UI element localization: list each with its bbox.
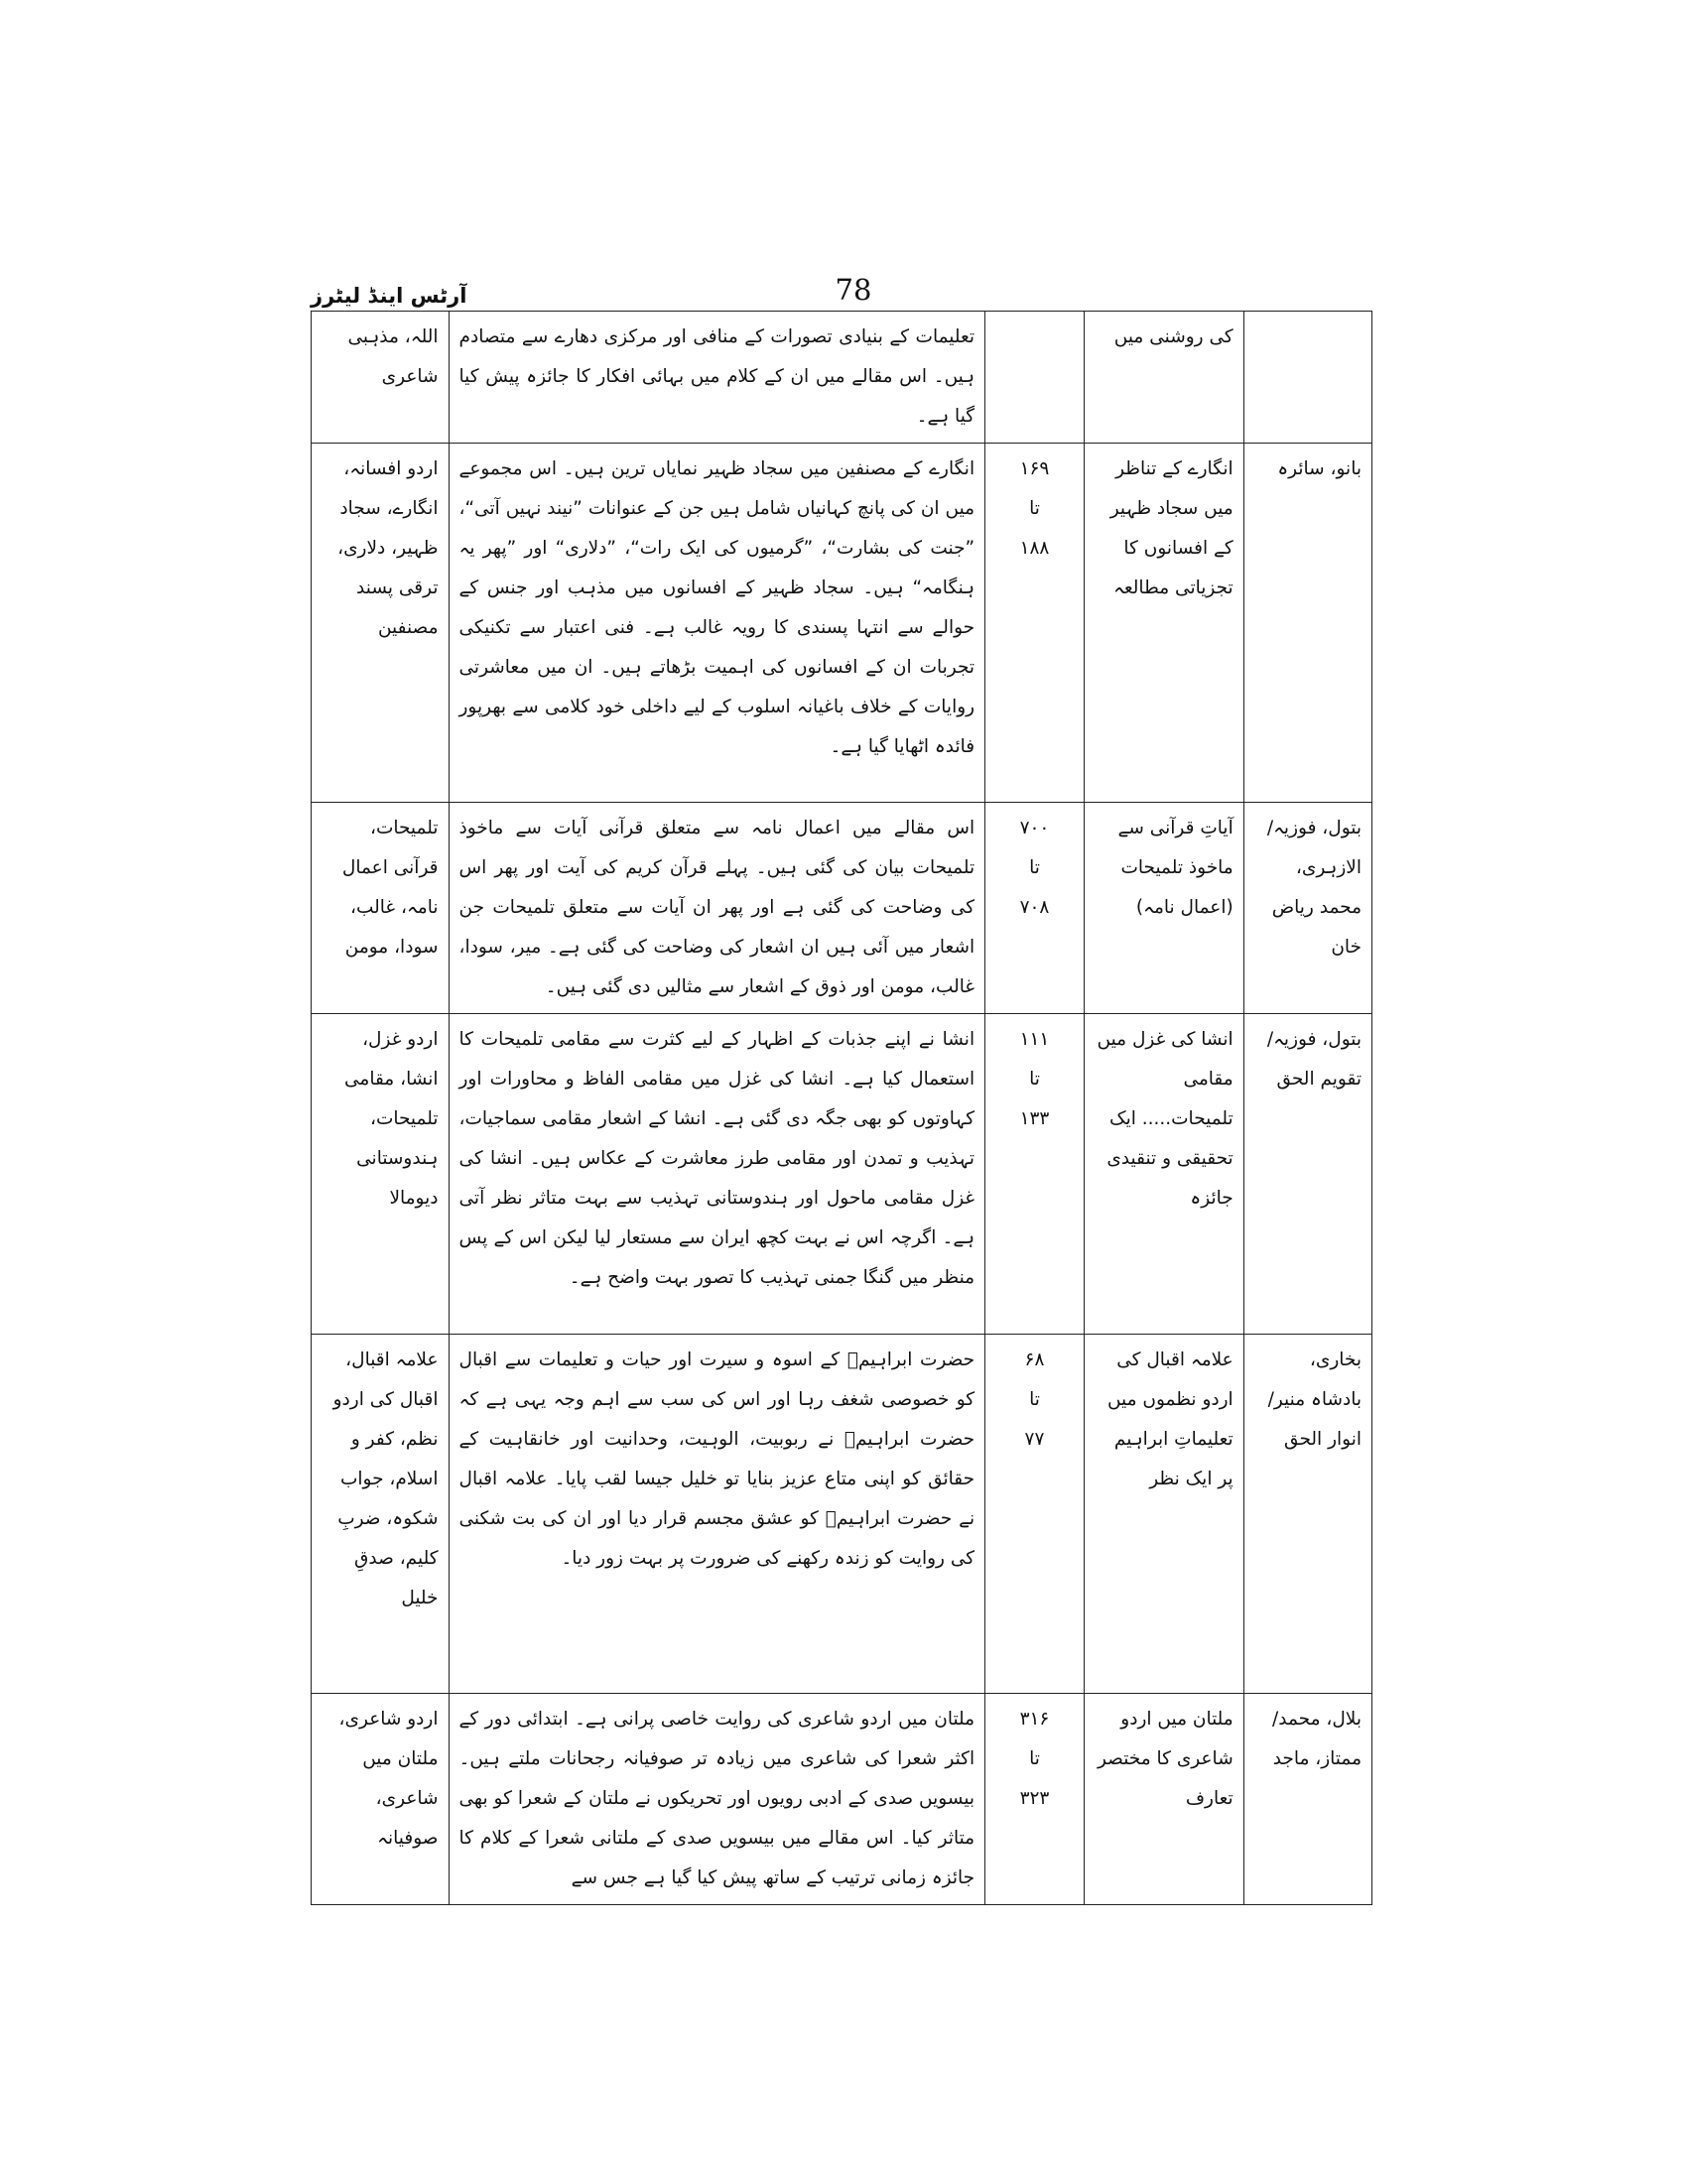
- pages-cell: [985, 444, 1085, 803]
- table-row: [312, 1694, 1372, 1905]
- abstract-cell: حضرت ابراہیمؑ کے اسوہ و سیرت اور حیات و تعلیمات سے اقبال کو خصوصی شغف رہا اور اس کی سب سے اہم وجہ یہی ہے کہ حضرت ابراہیمؑ نے ربوبیت، الوہیت، وحدانیت اور خانقاہیت کے حقائق کو اپنی متاع عزیز بنایا تو خلیل جیسا لقب پایا۔ علامہ اقبال نے حضرت ابراہیمؑ کو عشق مجسم قرار دیا اور ان کی بت شکنی کی روایت کو زندہ رکھنے کی ضرورت پر بہت زور دیا۔: [449, 1335, 985, 1694]
- page-start: ۱۱۱: [1019, 1029, 1050, 1050]
- bibliography-table: [311, 311, 1372, 1905]
- pages-cell: [985, 803, 1085, 1014]
- page-number: 78: [835, 273, 872, 307]
- author-cell: [1243, 312, 1371, 444]
- table-row: [312, 444, 1372, 803]
- pages-cell: [985, 1335, 1085, 1694]
- pages-cell: [985, 1014, 1085, 1335]
- author-cell: بلال، محمد/ ممتاز، ماجد: [1243, 1694, 1371, 1905]
- author-cell: بتول، فوزیہ/ الازہری، محمد ریاض خان: [1243, 803, 1371, 1014]
- keywords-cell: اردو غزل، انشا، مقامی تلمیحات، ہندوستانی دیومالا: [312, 1014, 450, 1335]
- abstract-cell: انشا نے اپنے جذبات کے اظہار کے لیے کثرت سے مقامی تلمیحات کا استعمال کیا ہے۔ انشا کی غزل میں مقامی الفاظ و محاورات اور کہاوتوں کو بھی جگہ دی گئی ہے۔ انشا کے اشعار مقامی سماجیات، تہذیب و تمدن اور مقامی طرز معاشرت کے عکاس ہیں۔ انشا کی غزل مقامی ماحول اور ہندوستانی تہذیب سے بہت متاثر نظر آتی ہے۔ اگرچہ اس نے بہت کچھ ایران سے مستعار لیا لیکن اس کے پس منظر میں گنگا جمنی تہذیب کا تصور بہت واضح ہے۔: [449, 1014, 985, 1335]
- abstract-cell: ملتان میں اردو شاعری کی روایت خاصی پرانی ہے۔ ابتدائی دور کے اکثر شعرا کی شاعری میں زیادہ تر صوفیانہ رجحانات ملتے ہیں۔ بیسویں صدی کے ادبی رویوں اور تحریکوں نے ملتان کے شعرا کو بھی متاثر کیا۔ اس مقالے میں بیسویں صدی کے ملتانی شعرا کے کلام کا جائزہ زمانی ترتیب کے ساتھ پیش کیا گیا ہے جس سے: [449, 1694, 985, 1905]
- table-row: [312, 312, 1372, 444]
- page-end: ۷۷: [1024, 1429, 1045, 1450]
- keywords-cell: اردو افسانہ، انگارے، سجاد ظہیر، دلاری، ترقی پسند مصنفین: [312, 444, 450, 803]
- page-start: ۱۶۹: [1019, 458, 1050, 479]
- title-cell: ملتان میں اردو شاعری کا مختصر تعارف: [1084, 1694, 1243, 1905]
- table-row: [312, 1335, 1372, 1694]
- pages-cell: [985, 1694, 1085, 1905]
- page-to: تا: [1029, 1389, 1040, 1410]
- title-cell: انشا کی غزل میں مقامی تلمیحات..... ایک تحقیقی و تنقیدی جائزہ: [1084, 1014, 1243, 1335]
- table-row: [312, 1014, 1372, 1335]
- page-end: ۳۲۳: [1019, 1788, 1050, 1809]
- title-cell: آیاتِ قرآنی سے ماخوذ تلمیحات (اعمال نامہ): [1084, 803, 1243, 1014]
- page-end: ۱۳۳: [1019, 1108, 1050, 1129]
- abstract-cell: انگارے کے مصنفین میں سجاد ظہیر نمایاں ترین ہیں۔ اس مجموعے میں ان کی پانچ کہانیاں شامل ہیں جن کے عنوانات ”نیند نہیں آتی“، ”جنت کی بشارت“، ”گرمیوں کی ایک رات“، ”دلاری“ اور ”پھر یہ ہنگامہ“ ہیں۔ سجاد ظہیر کے افسانوں میں مذہب اور جنس کے حوالے سے انتہا پسندی کا رویہ غالب ہے۔ فنی اعتبار سے تکنیکی تجربات ان کے افسانوں کی اہمیت بڑھاتے ہیں۔ ان میں معاشرتی روایات کے خلاف باغیانہ اسلوب کے لیے داخلی خود کلامی سے بھرپور فائدہ اٹھایا گیا ہے۔: [449, 444, 985, 803]
- page-to: تا: [1029, 1748, 1040, 1769]
- title-cell: علامہ اقبال کی اردو نظموں میں تعلیماتِ ابراہیم پر ایک نظر: [1084, 1335, 1243, 1694]
- page-end: ۷۰۸: [1019, 897, 1050, 918]
- page-end: ۱۸۸: [1019, 538, 1050, 559]
- page-to: تا: [1029, 498, 1040, 519]
- page-start: ۳۱۶: [1019, 1709, 1050, 1730]
- page-to: تا: [1029, 857, 1040, 878]
- keywords-cell: تلمیحات، قرآنی اعمال نامہ، غالب، سودا، مومن: [312, 803, 450, 1014]
- abstract-cell: تعلیمات کے بنیادی تصورات کے منافی اور مرکزی دھارے سے متصادم ہیں۔ اس مقالے میں ان کے کلام میں بہائی افکار کا جائزہ پیش کیا گیا ہے۔: [449, 312, 985, 444]
- page-start: ۶۸: [1024, 1349, 1045, 1370]
- author-cell: بتول، فوزیہ/ تقویم الحق: [1243, 1014, 1371, 1335]
- abstract-cell: اس مقالے میں اعمال نامہ سے متعلق قرآنی آیات سے ماخوذ تلمیحات بیان کی گئی ہیں۔ پہلے قرآن کریم کی آیت اور پھر اس کی وضاحت کی گئی ہے اور پھر ان آیات سے متعلق تلمیحات جن اشعار میں آئی ہیں ان اشعار کی وضاحت کی گئی ہے۔ میر، سودا، غالب، مومن اور ذوق کے اشعار سے مثالیں دی گئی ہیں۔: [449, 803, 985, 1014]
- title-cell: انگارے کے تناظر میں سجاد ظہیر کے افسانوں کا تجزیاتی مطالعہ: [1084, 444, 1243, 803]
- title-cell: کی روشنی میں: [1084, 312, 1243, 444]
- page-to: تا: [1029, 1069, 1040, 1090]
- journal-title: آرٹس اینڈ لیٹرز: [311, 284, 467, 308]
- table-row: [312, 803, 1372, 1014]
- keywords-cell: اردو شاعری، ملتان میں شاعری، صوفیانہ: [312, 1694, 450, 1905]
- page-start: ۷۰۰: [1019, 818, 1050, 838]
- keywords-cell: اللہ، مذہبی شاعری: [312, 312, 450, 444]
- pages-cell: [985, 312, 1085, 444]
- keywords-cell: علامہ اقبال، اقبال کی اردو نظم، کفر و اسلام، جواب شکوہ، ضربِ کلیم، صدقِ خلیل: [312, 1335, 450, 1694]
- author-cell: بانو، سائرہ: [1243, 444, 1371, 803]
- author-cell: بخاری، بادشاہ منیر/ انوار الحق: [1243, 1335, 1371, 1694]
